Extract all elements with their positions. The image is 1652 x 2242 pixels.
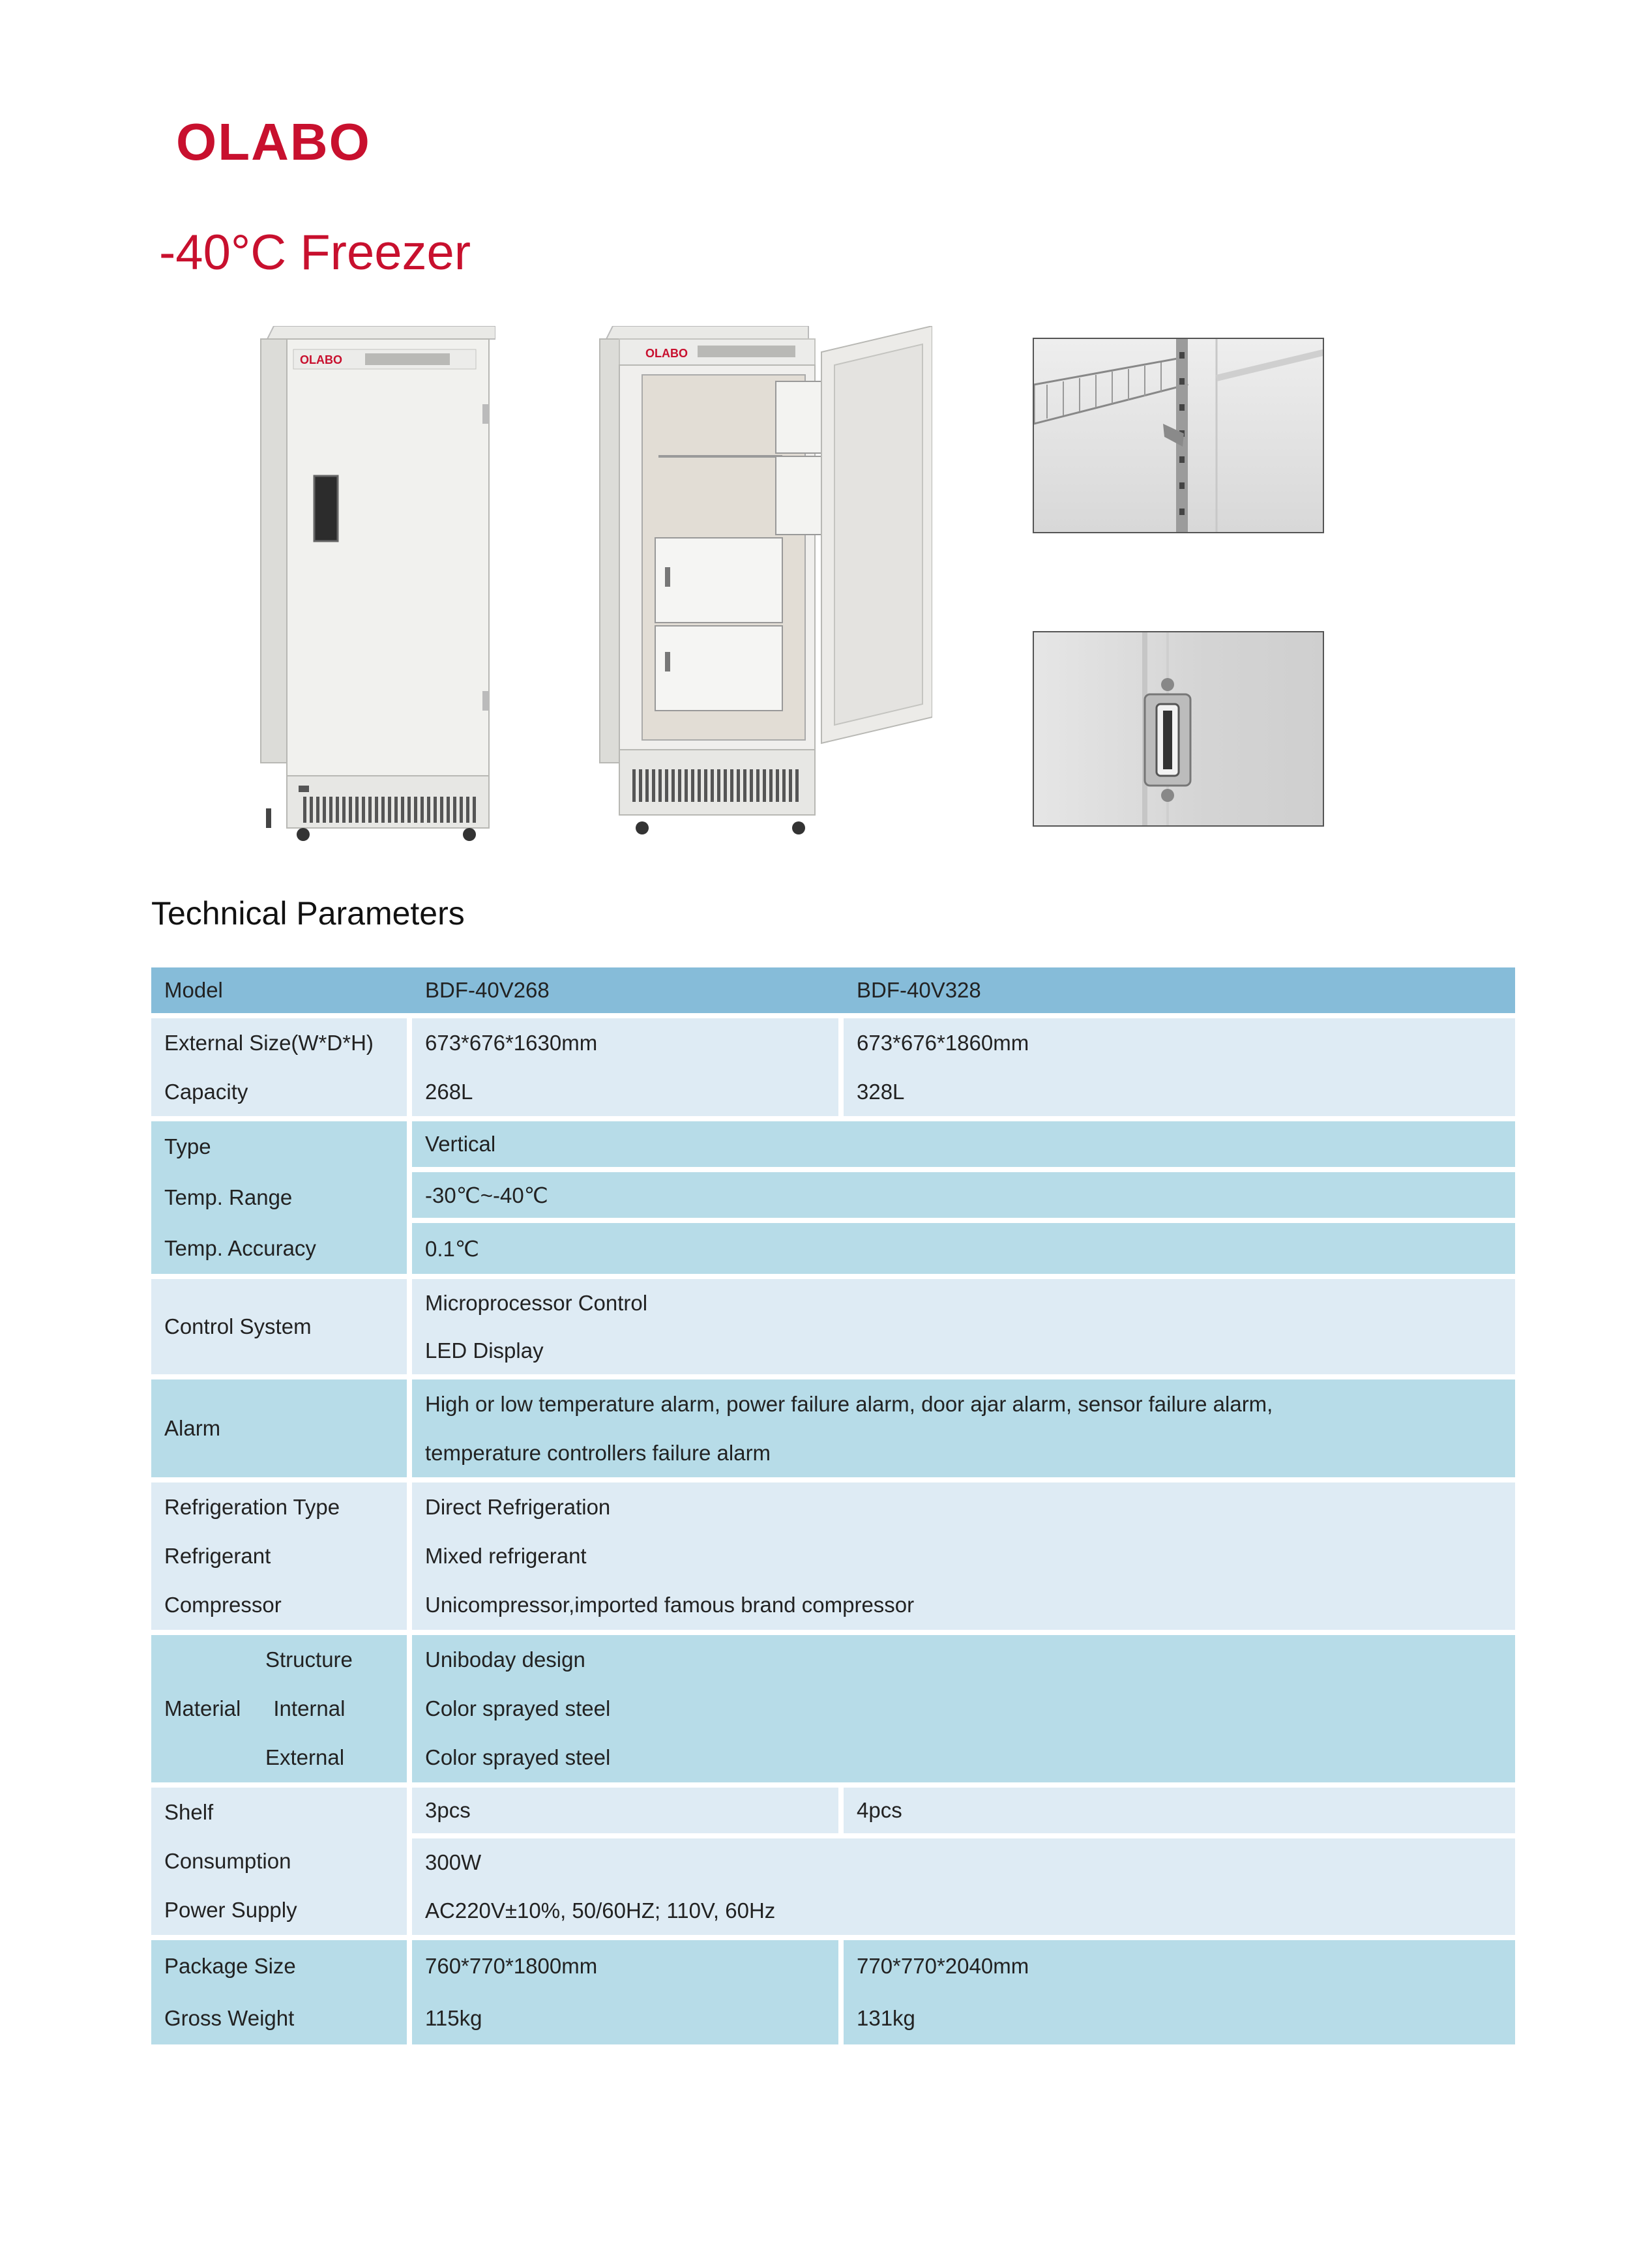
control-label: Control System [151, 1279, 407, 1374]
size-capacity-a: 673*676*1630mm 268L [412, 1018, 838, 1116]
consumption-power-values: 300W AC220V±10%, 50/60HZ; 110V, 60Hz [412, 1838, 1515, 1935]
size-capacity-b: 673*676*1860mm 328L [844, 1018, 1515, 1116]
shelf-a: 3pcs [412, 1788, 838, 1833]
shelf-power-labels: Shelf Consumption Power Supply [151, 1788, 407, 1935]
model-a: BDF-40V268 [425, 978, 550, 1002]
brand-logo: OLABO [176, 113, 371, 171]
refrigeration-values: Direct Refrigeration Mixed refrigerant Unicompressor,imported famous brand compressor [412, 1482, 1515, 1630]
material-labels: Structure Material Internal External [151, 1635, 407, 1782]
temp-accuracy-value: 0.1℃ [412, 1223, 1515, 1274]
shelf-detail-image [1033, 338, 1324, 533]
temp-range-value: -30℃~-40℃ [412, 1172, 1515, 1218]
type-temp-labels: Type Temp. Range Temp. Accuracy [151, 1121, 407, 1274]
door-handle-detail-image [1033, 631, 1324, 827]
freezer-open-logo-text: OLABO [645, 347, 688, 360]
control-values: Microprocessor Control LED Display [412, 1279, 1515, 1374]
size-capacity-labels: External Size(W*D*H) Capacity [151, 1018, 407, 1116]
package-weight-labels: Package Size Gross Weight [151, 1940, 407, 2044]
model-label: Model [164, 978, 223, 1002]
freezer-logo-text: OLABO [300, 353, 342, 366]
package-weight-b: 770*770*2040mm 131kg [844, 1940, 1515, 2044]
refrigeration-labels: Refrigeration Type Refrigerant Compressor [151, 1482, 407, 1630]
freezer-closed-image [254, 326, 495, 841]
material-values: Uniboday design Color sprayed steel Color sprayed steel [412, 1635, 1515, 1782]
model-b: BDF-40V328 [857, 978, 981, 1002]
package-weight-a: 760*770*1800mm 115kg [412, 1940, 838, 2044]
alarm-values: High or low temperature alarm, power failure alarm, door ajar alarm, sensor failure alarm, temperature controllers failure alarm [412, 1379, 1515, 1477]
freezer-open-image [593, 326, 932, 841]
alarm-label: Alarm [151, 1379, 407, 1477]
type-value: Vertical [412, 1121, 1515, 1167]
shelf-b: 4pcs [844, 1788, 1515, 1833]
product-title: -40°C Freezer [159, 225, 471, 280]
technical-parameters-heading: Technical Parameters [151, 895, 465, 932]
